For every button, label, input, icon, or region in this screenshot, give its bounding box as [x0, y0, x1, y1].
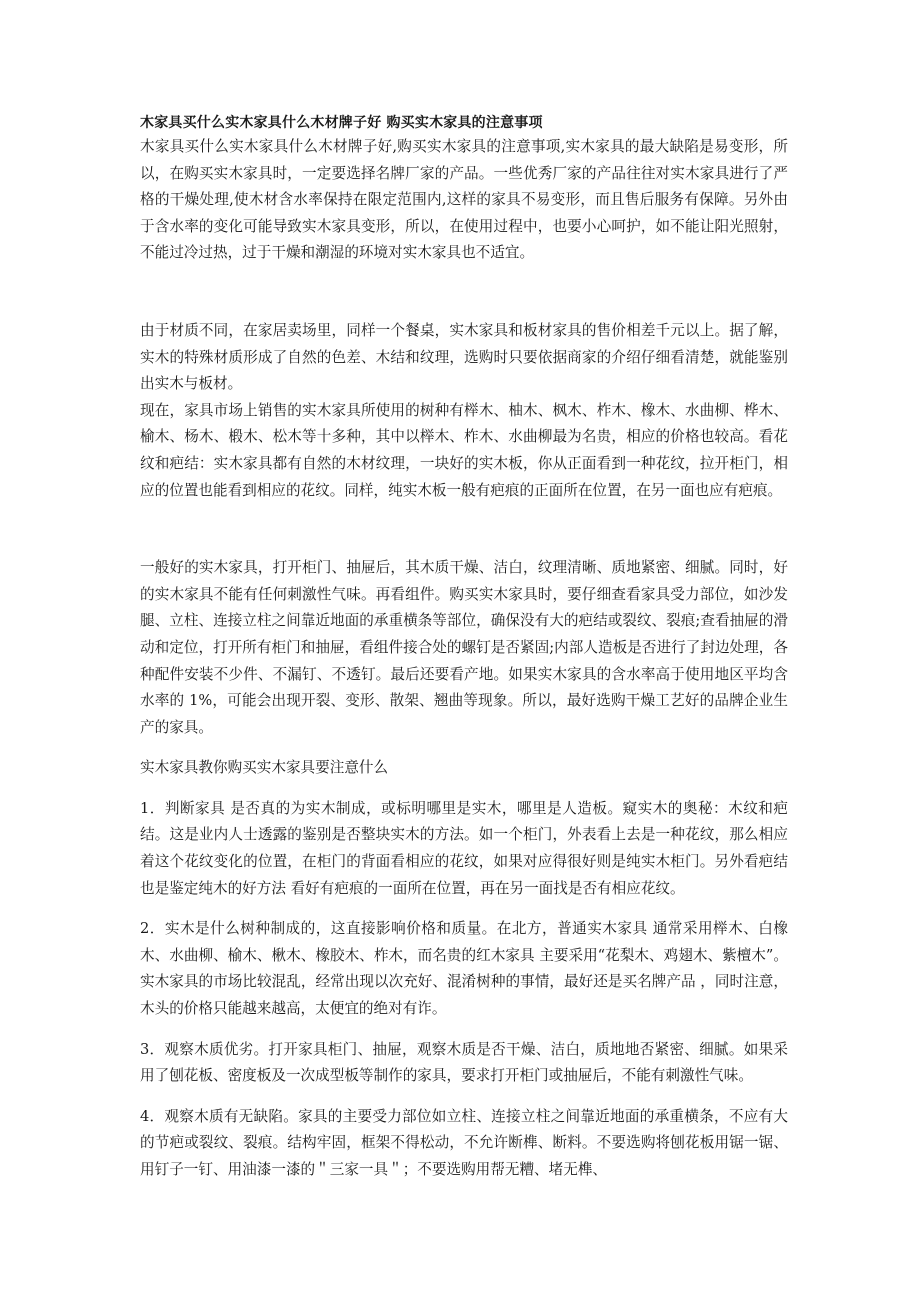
intro-paragraph: 木家具买什么实木家具什么木材牌子好,购买实木家具的注意事项,实木家具的最大缺陷是易变形，所以，在购买实木家具时，一定要选择名牌厂家的产品。一些优秀厂家的产品往往对实木家具进行了严格的干燥处理,使木材含水率保持在限定范围内,这样的家具不易变形，而且售后服务有保障。另外由于含水率的变化可能导致实木家具变形，所以，在使用过程中，也要小心呵护，如不能让阳光照射，不能过冷过热，过于干燥和潮湿的环境对实木家具也不适宜。	[140, 138, 788, 262]
body-paragraph: 一般好的实木家具，打开柜门、抽屉后，其木质干燥、洁白，纹理清晰、质地紧密、细腻。同时，好的实木家具不能有任何刺激性气味。再看组件。购买实木家具时，要仔细查看家具受力部位，如沙发腿、立柱、连接立柱之间靠近地面的承重横条等部位，确保没有大的疤结或裂纹、裂痕;查看抽屉的滑动和定位，打开所有柜门和抽屉，看组件接合处的螺钉是否紧固;内部人造板是否进行了封边处理，各种配件安装不少件、不漏钉、不透钉。最后还要看产地。如果实木家具的含水率高于使用地区平均含水率的 1%，可能会出现开裂、变形、散架、翘曲等现象。所以，最好选购干燥工艺好的品牌企业生产的家具。	[140, 559, 788, 736]
tip-paragraph-2: 2．实木是什么树种制成的，这直接影响价格和质量。在北方，普通实木家具 通常采用榉木、白橡木、水曲柳、榆木、楸木、橡胶木、柞木，而名贵的红木家具 主要采用“花梨木、鸡翅木、紫檀木”。实木家具的市场比较混乱，经常出现以次充好、混淆树种的事情，最好还是买名牌产品 ，同时注意，木头的价格只能越来越高，太便宜的绝对有诈。	[140, 920, 788, 1018]
tip-paragraph-3: 3．观察木质优劣。打开家具柜门、抽屉，观察木质是否干燥、洁白，质地地否紧密、细腻。如果采用了刨花板、密度板及一次成型板等制作的家具，要求打开柜门或抽屉后，不能有刺激性气味。	[140, 1040, 788, 1085]
tip-paragraph-1: 1．判断家具 是否真的为实木制成，或标明哪里是实木，哪里是人造板。窥实木的奥秘：木纹和疤结。这是业内人士透露的鉴别是否整块实木的方法。如一个柜门，外表看上去是一种花纹，那么相应着这个花纹变化的位置，在柜门的背面看相应的花纹，如果对应得很好则是纯实木柜门。另外看疤结也是鉴定纯木的好方法 看好有疤痕的一面所在位置，再在另一面找是否有相应花纹。	[140, 799, 788, 897]
spacer	[140, 1090, 788, 1104]
spacer	[140, 504, 788, 555]
spacer	[140, 902, 788, 916]
document-title: 木家具买什么实木家具什么木材牌子好 购买实木家具的注意事项	[140, 115, 543, 131]
spacer	[140, 741, 788, 755]
section-subheading: 实木家具教你购买实木家具要注意什么	[140, 759, 389, 777]
body-paragraph: 由于材质不同，在家居卖场里，同样一个餐桌，实木家具和板材家具的售价相差千元以上。据了解，实木的特殊材质形成了自然的色差、木结和纹理，选购时只要依据商家的介绍仔细看清楚，就能鉴别出实木与板材。	[140, 321, 788, 393]
spacer	[140, 267, 788, 318]
tip-paragraph-4: 4．观察木质有无缺陷。家具的主要受力部位如立柱、连接立柱之间靠近地面的承重横条，不应有大的节疤或裂纹、裂痕。结构牢固，框架不得松动，不允许断榫、断料。不要选购将刨花板用锯一锯、用钉子一钉、用油漆一漆的＂三家一具＂；不要选购用帮无糟、堵无榫、	[140, 1107, 788, 1178]
spacer	[140, 1023, 788, 1037]
spacer	[140, 782, 788, 796]
body-paragraph: 现在，家具市场上销售的实木家具所使用的树种有榉木、柚木、枫木、柞木、橡木、水曲柳、桦木、榆木、杨木、椴木、松木等十多种，其中以榉木、柞木、水曲柳最为名贵，相应的价格也较高。看花纹和疤结：实木家具都有自然的木材纹理，一块好的实木板，你从正面看到一种花纹，拉开柜门，相应的位置也能看到相应的花纹。同样，纯实木板一般有疤痕的正面所在位置，在另一面也应有疤痕。	[140, 401, 788, 499]
document-page	[140, 112, 788, 1184]
